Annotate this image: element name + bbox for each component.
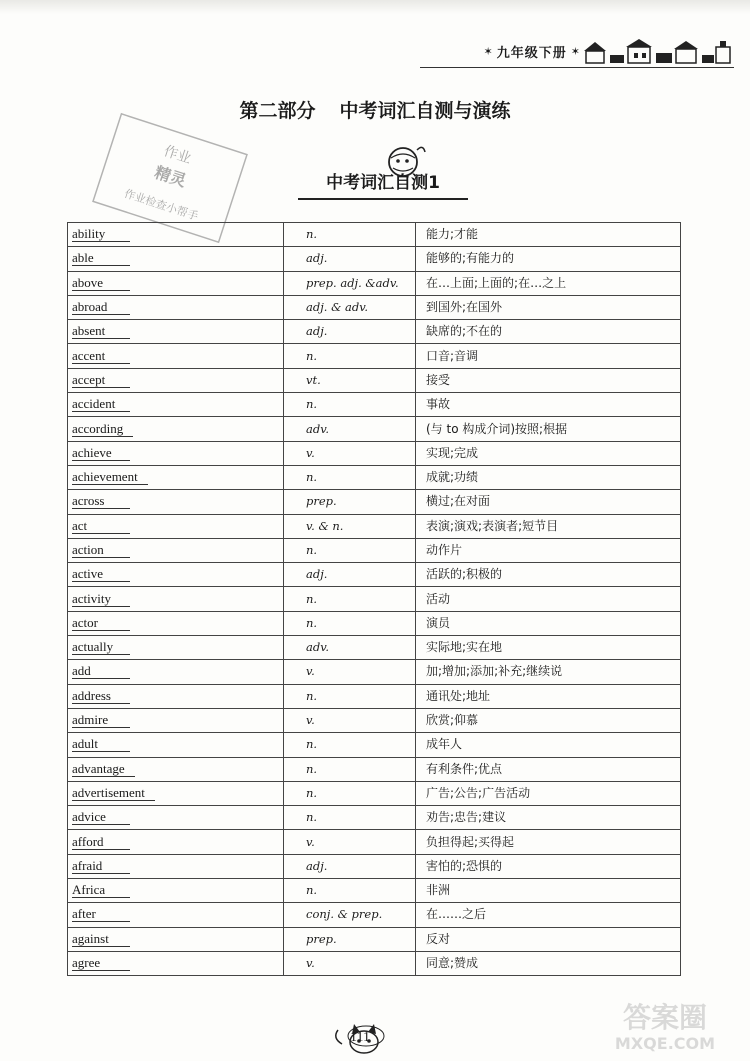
- word-cell: [68, 587, 284, 611]
- vocab-meaning: 到国外;在国外: [426, 300, 503, 315]
- meaning-cell: [416, 879, 681, 903]
- table-row: [68, 951, 681, 975]
- word-cell: [68, 830, 284, 854]
- word-cell: [68, 806, 284, 830]
- meaning-cell: [416, 344, 681, 368]
- vocab-meaning: 同意;赞成: [426, 956, 479, 971]
- star-icon: ✶: [483, 44, 493, 58]
- vocab-meaning: 接受: [426, 372, 451, 387]
- vocab-word: able: [72, 250, 130, 266]
- meaning-cell: [416, 684, 681, 708]
- vocabulary-table-body: [68, 223, 681, 976]
- word-cell: [68, 903, 284, 927]
- table-row: [68, 781, 681, 805]
- table-row: [68, 879, 681, 903]
- header-rule: [420, 67, 734, 68]
- table-row: [68, 271, 681, 295]
- meaning-cell: [416, 393, 681, 417]
- vocab-word: after: [72, 906, 130, 922]
- table-row: [68, 587, 681, 611]
- pos-cell: [284, 660, 416, 684]
- pos-cell: [284, 854, 416, 878]
- vocab-meaning: 广告;公告;广告活动: [426, 785, 531, 800]
- site-watermark: [590, 995, 740, 1055]
- word-cell: [68, 465, 284, 489]
- word-cell: [68, 490, 284, 514]
- meaning-cell: [416, 417, 681, 441]
- vocab-meaning: 演员: [426, 615, 451, 630]
- vocab-word: address: [72, 688, 130, 704]
- word-cell: [68, 951, 284, 975]
- vocab-pos: n.: [306, 227, 318, 242]
- pos-cell: [284, 781, 416, 805]
- vocab-meaning: 表演;演戏;表演者;短节目: [426, 518, 559, 533]
- word-cell: [68, 271, 284, 295]
- meaning-cell: [416, 368, 681, 392]
- pos-cell: [284, 733, 416, 757]
- pos-cell: [284, 344, 416, 368]
- table-row: [68, 490, 681, 514]
- vocab-word: Africa: [72, 882, 130, 898]
- meaning-cell: [416, 636, 681, 660]
- pos-cell: [284, 903, 416, 927]
- table-row: [68, 660, 681, 684]
- meaning-cell: [416, 757, 681, 781]
- word-cell: [68, 417, 284, 441]
- meaning-cell: [416, 708, 681, 732]
- word-cell: [68, 879, 284, 903]
- table-row: [68, 830, 681, 854]
- vocab-meaning: 能够的;有能力的: [426, 251, 515, 266]
- vocab-pos: vt.: [306, 372, 321, 387]
- table-row: [68, 344, 681, 368]
- page-number-cat-icon: [318, 1022, 458, 1056]
- word-cell: [68, 781, 284, 805]
- word-cell: [68, 514, 284, 538]
- pos-cell: [284, 830, 416, 854]
- word-cell: [68, 538, 284, 562]
- table-row: [68, 247, 681, 271]
- pos-cell: [284, 563, 416, 587]
- vocab-word: advertisement: [72, 785, 155, 801]
- word-cell: [68, 636, 284, 660]
- meaning-cell: [416, 563, 681, 587]
- vocab-pos: n.: [306, 883, 318, 898]
- meaning-cell: [416, 271, 681, 295]
- vocab-meaning: 非洲: [426, 883, 451, 898]
- vocab-meaning: 害怕的;恐惧的: [426, 858, 503, 873]
- vocabulary-table: [67, 222, 681, 976]
- vocab-pos: v.: [306, 956, 315, 971]
- stamp-line2: 精灵: [152, 162, 189, 191]
- vocab-word: adult: [72, 736, 130, 752]
- pos-cell: [284, 368, 416, 392]
- vocab-word: abroad: [72, 299, 130, 315]
- vocab-word: across: [72, 493, 130, 509]
- vocab-meaning: 口音;音调: [426, 348, 479, 363]
- table-row: [68, 636, 681, 660]
- vocab-meaning: 能力;才能: [426, 227, 479, 242]
- meaning-cell: [416, 660, 681, 684]
- meaning-cell: [416, 320, 681, 344]
- table-row: [68, 733, 681, 757]
- table-row: [68, 223, 681, 247]
- vocab-pos: conj. & prep.: [306, 907, 383, 922]
- vocab-word: action: [72, 542, 130, 558]
- vocab-meaning: 缺席的;不在的: [426, 324, 503, 339]
- meaning-cell: [416, 903, 681, 927]
- vocab-word: accident: [72, 396, 130, 412]
- word-cell: [68, 708, 284, 732]
- page-number: 111: [350, 1030, 370, 1045]
- vocab-meaning: 欣赏;仰慕: [426, 713, 479, 728]
- word-cell: [68, 441, 284, 465]
- pos-cell: [284, 320, 416, 344]
- word-cell: [68, 344, 284, 368]
- vocab-word: active: [72, 566, 130, 582]
- vocab-meaning: 成就;功绩: [426, 470, 479, 485]
- word-cell: [68, 660, 284, 684]
- meaning-cell: [416, 538, 681, 562]
- pos-cell: [284, 708, 416, 732]
- vocab-word: accent: [72, 348, 130, 364]
- pos-cell: [284, 465, 416, 489]
- grade-label: 九年级下册: [496, 45, 567, 61]
- table-row: [68, 903, 681, 927]
- vocab-word: achieve: [72, 445, 130, 461]
- meaning-cell: [416, 247, 681, 271]
- meaning-cell: [416, 733, 681, 757]
- word-cell: [68, 295, 284, 319]
- vocab-pos: adj.: [306, 324, 328, 339]
- vocab-meaning: 横过;在对面: [426, 494, 491, 509]
- vocab-pos: v. & n.: [306, 518, 344, 533]
- word-cell: [68, 927, 284, 951]
- meaning-cell: [416, 514, 681, 538]
- stamp-line3: 作业检查小帮手: [122, 187, 200, 224]
- meaning-cell: [416, 806, 681, 830]
- vocab-meaning: 成年人: [426, 737, 463, 752]
- vocab-meaning: 反对: [426, 931, 451, 946]
- vocab-word: afford: [72, 834, 130, 850]
- table-row: [68, 441, 681, 465]
- section-part: 第二部分: [239, 100, 316, 122]
- vocab-word: admire: [72, 712, 130, 728]
- pos-cell: [284, 951, 416, 975]
- vocab-pos: n.: [306, 348, 318, 363]
- meaning-cell: [416, 441, 681, 465]
- meaning-cell: [416, 854, 681, 878]
- vocab-meaning: (与 to 构成介词)按照;根据: [426, 421, 568, 436]
- vocab-word: against: [72, 931, 130, 947]
- vocab-pos: adv.: [306, 421, 330, 436]
- meaning-cell: [416, 587, 681, 611]
- vocab-meaning: 负担得起;买得起: [426, 834, 515, 849]
- vocab-meaning: 实际地;实在地: [426, 640, 503, 655]
- vocab-pos: adj. & adv.: [306, 300, 368, 315]
- vocab-pos: prep. adj. &adv.: [306, 275, 399, 290]
- meaning-cell: [416, 490, 681, 514]
- meaning-cell: [416, 951, 681, 975]
- vocab-pos: n.: [306, 591, 318, 606]
- meaning-cell: [416, 611, 681, 635]
- pos-cell: [284, 417, 416, 441]
- vocab-meaning: 活动: [426, 591, 451, 606]
- pos-cell: [284, 271, 416, 295]
- vocab-meaning: 劝告;忠告;建议: [426, 810, 507, 825]
- word-cell: [68, 368, 284, 392]
- vocab-pos: v.: [306, 664, 315, 679]
- pos-cell: [284, 295, 416, 319]
- table-row: [68, 295, 681, 319]
- vocab-pos: n.: [306, 543, 318, 557]
- word-cell: [68, 757, 284, 781]
- vocab-word: actually: [72, 639, 130, 655]
- table-row: [68, 465, 681, 489]
- vocab-word: actor: [72, 615, 130, 631]
- vocab-pos: adj.: [306, 251, 328, 266]
- table-row: [68, 538, 681, 562]
- pos-cell: [284, 879, 416, 903]
- word-cell: [68, 223, 284, 247]
- vocab-meaning: 实现;完成: [426, 445, 479, 460]
- vocab-pos: n.: [306, 615, 318, 630]
- vocab-word: according: [72, 421, 133, 437]
- vocab-pos: adv.: [306, 640, 330, 655]
- section-title: [0, 96, 750, 123]
- vocab-word: agree: [72, 955, 130, 971]
- meaning-cell: [416, 223, 681, 247]
- vocab-pos: n.: [306, 761, 318, 776]
- pos-cell: [284, 684, 416, 708]
- table-row: [68, 320, 681, 344]
- pos-cell: [284, 806, 416, 830]
- vocab-word: add: [72, 663, 130, 679]
- vocab-meaning: 活跃的;积极的: [426, 567, 503, 582]
- pos-cell: [284, 636, 416, 660]
- page-header: [484, 36, 734, 66]
- vocab-pos: v.: [306, 445, 315, 460]
- table-row: [68, 417, 681, 441]
- table-row: [68, 854, 681, 878]
- vocab-meaning: 有利条件;优点: [426, 761, 503, 776]
- pos-cell: [284, 587, 416, 611]
- pos-cell: [284, 223, 416, 247]
- pos-cell: [284, 757, 416, 781]
- table-row: [68, 927, 681, 951]
- stamp-line1: 作业: [161, 143, 194, 168]
- vocab-word: above: [72, 275, 130, 291]
- meaning-cell: [416, 781, 681, 805]
- word-cell: [68, 611, 284, 635]
- table-row: [68, 514, 681, 538]
- watermark-url: MXQE.COM: [614, 1034, 716, 1053]
- vocab-meaning: 事故: [426, 397, 451, 412]
- vocab-pos: v.: [306, 834, 315, 849]
- word-cell: [68, 563, 284, 587]
- vocab-pos: adj.: [306, 858, 328, 873]
- vocab-word: act: [72, 518, 130, 534]
- vocab-pos: n.: [306, 470, 318, 485]
- section-name: 中考词汇自测与演练: [339, 100, 511, 122]
- pos-cell: [284, 538, 416, 562]
- vocab-pos: prep.: [306, 494, 337, 509]
- pos-cell: [284, 393, 416, 417]
- vocab-word: afraid: [72, 858, 130, 874]
- vocab-word: activity: [72, 591, 130, 607]
- word-cell: [68, 733, 284, 757]
- vocab-pos: prep.: [306, 931, 337, 946]
- table-row: [68, 368, 681, 392]
- vocab-word: accept: [72, 372, 130, 388]
- vocab-word: ability: [72, 226, 130, 242]
- table-row: [68, 611, 681, 635]
- meaning-cell: [416, 830, 681, 854]
- pos-cell: [284, 611, 416, 635]
- vocab-pos: n.: [306, 737, 318, 752]
- scan-top-band: [0, 0, 750, 14]
- table-row: [68, 563, 681, 587]
- pos-cell: [284, 490, 416, 514]
- watermark-text: 答案圈: [622, 1001, 708, 1034]
- meaning-cell: [416, 295, 681, 319]
- vocab-meaning: 通讯处;地址: [426, 688, 491, 703]
- word-cell: [68, 320, 284, 344]
- vocab-pos: n.: [306, 810, 318, 825]
- table-row: [68, 393, 681, 417]
- table-row: [68, 806, 681, 830]
- vocab-meaning: 加;增加;添加;补充;继续说: [426, 664, 563, 679]
- table-row: [68, 708, 681, 732]
- houses-decoration-icon: [584, 37, 734, 65]
- table-row: [68, 684, 681, 708]
- meaning-cell: [416, 927, 681, 951]
- vocab-word: achievement: [72, 469, 148, 485]
- word-cell: [68, 854, 284, 878]
- word-cell: [68, 684, 284, 708]
- vocab-pos: adj.: [306, 567, 328, 582]
- sub-title: 中考词汇自测1: [298, 168, 468, 200]
- pos-cell: [284, 441, 416, 465]
- vocab-word: advice: [72, 809, 130, 825]
- vocab-pos: n.: [306, 397, 318, 412]
- vocab-meaning: 在……之后: [426, 907, 487, 922]
- word-cell: [68, 393, 284, 417]
- table-row: [68, 757, 681, 781]
- vocab-word: advantage: [72, 761, 135, 777]
- vocab-meaning: 动作片: [426, 543, 463, 557]
- pos-cell: [284, 247, 416, 271]
- word-cell: [68, 247, 284, 271]
- star-icon: ✶: [570, 44, 580, 58]
- pos-cell: [284, 927, 416, 951]
- vocab-pos: n.: [306, 688, 318, 703]
- vocab-pos: v.: [306, 713, 315, 728]
- pos-cell: [284, 514, 416, 538]
- vocab-meaning: 在…上面;上面的;在…之上: [426, 275, 567, 290]
- vocab-pos: n.: [306, 785, 318, 800]
- vocab-word: absent: [72, 323, 130, 339]
- meaning-cell: [416, 465, 681, 489]
